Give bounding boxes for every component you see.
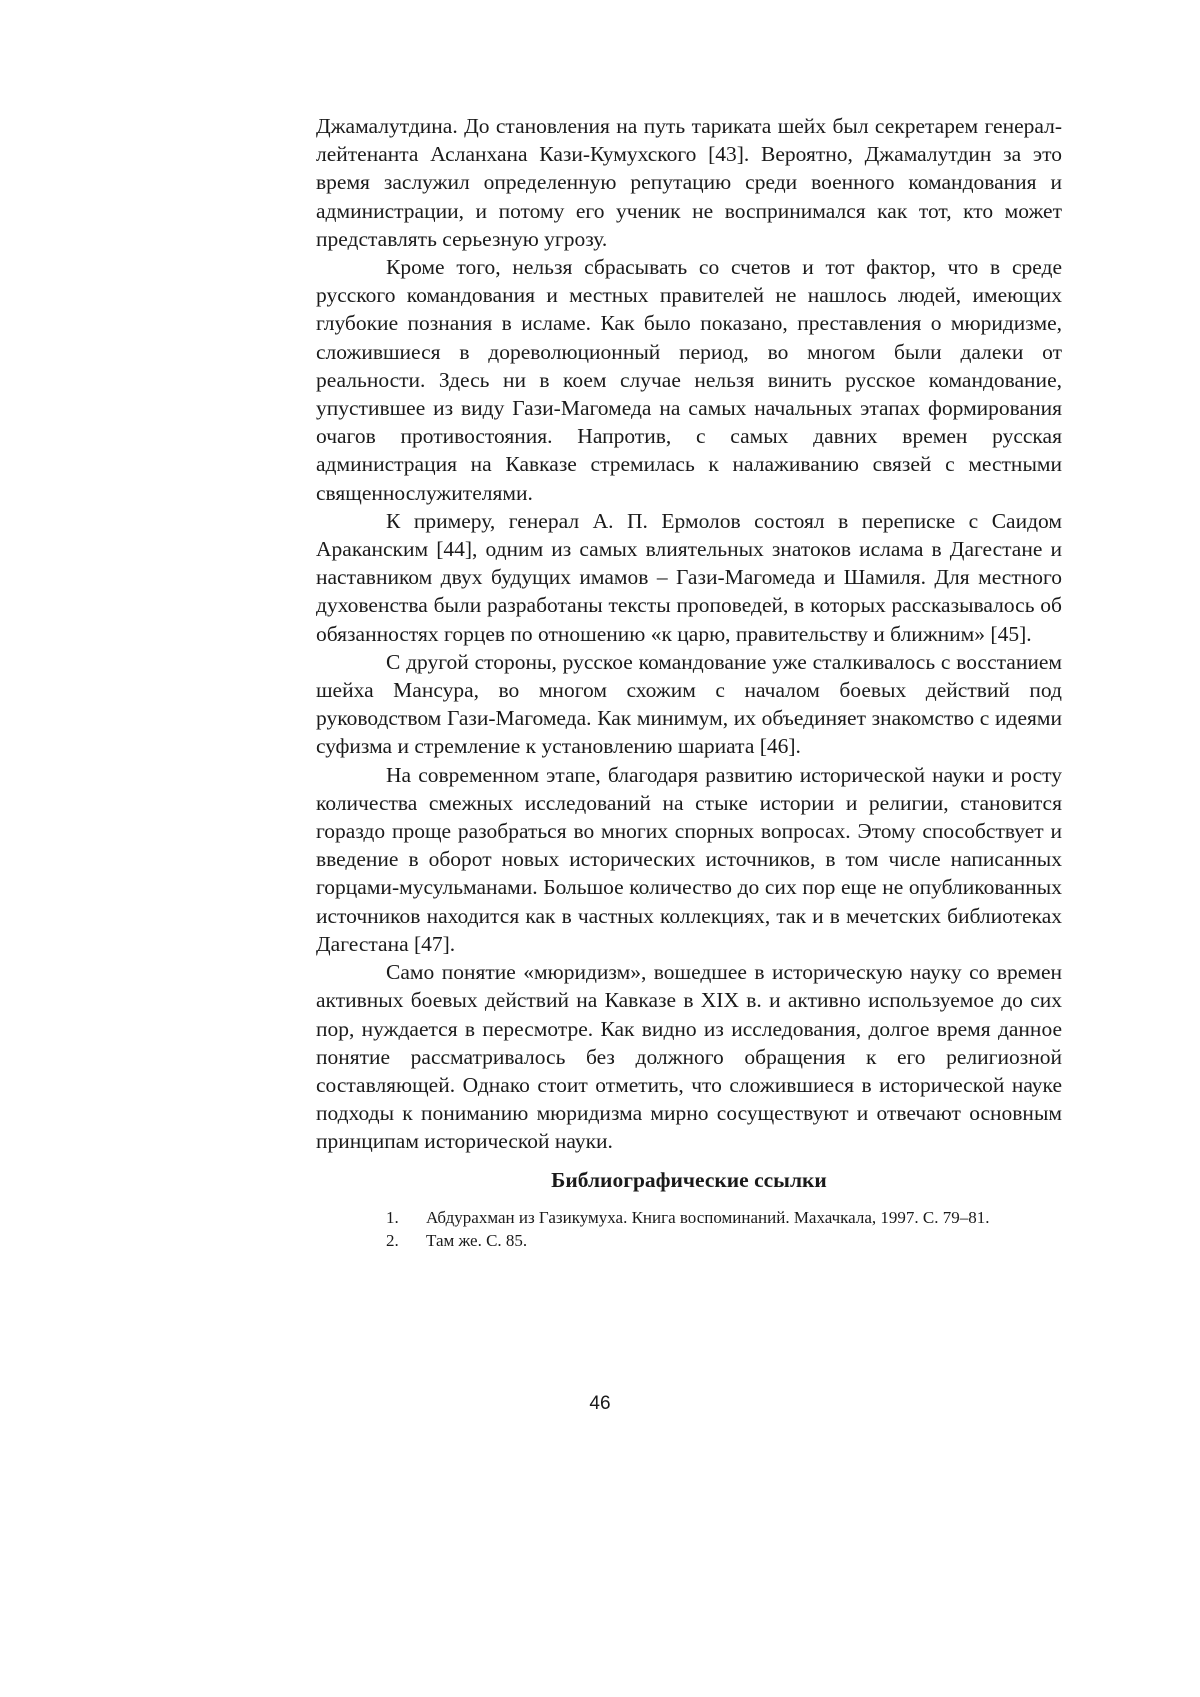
bibliography-item-text: Абдурахман из Газикумуха. Книга воспоминаний. Махачкала, 1997. С. 79–81. bbox=[426, 1208, 989, 1227]
body-paragraph-4: С другой стороны, русское командование уже сталкивалось с восстанием шейха Мансура, во многом схожим с началом боевых действий под руководством Гази-Магомеда. Как минимум, их объединяет знакомство с идеями суфизма и стремление к установлению шариата [46]. bbox=[316, 648, 1062, 761]
bibliography-heading: Библиографические ссылки bbox=[316, 1166, 1062, 1194]
body-paragraph-6: Само понятие «мюридизм», вошедшее в историческую науку со времен активных боевых действий на Кавказе в XIX в. и активно используемое до сих пор, нуждается в пересмотре. Как видно из исследования, долгое время данное понятие рассматривалось без должного обращения к его религиозной составляющей. Однако стоит отметить, что сложившиеся в исторической науке подходы к пониманию мюридизма мирно сосуществуют и отвечают основным принципам исторической науки. bbox=[316, 958, 1062, 1155]
bibliography-item-number: 1. bbox=[386, 1206, 426, 1229]
body-paragraph-1: Джамалутдина. До становления на путь тариката шейх был секретарем генерал-лейтенанта Асланхана Кази-Кумухского [43]. Вероятно, Джамалутдин за это время заслужил определенную репутацию среди военного командования и администрации, и потому его ученик не воспринимался как тот, кто может представлять серьезную угрозу. bbox=[316, 112, 1062, 253]
body-paragraph-3: К примеру, генерал А. П. Ермолов состоял в переписке с Саидом Араканским [44], одним из самых влиятельных знатоков ислама в Дагестане и наставником двух будущих имамов – Гази-Магомеда и Шамиля. Для местного духовенства были разработаны тексты проповедей, в которых рассказывалось об обязанностях горцев по отношению «к царю, правительству и ближним» [45]. bbox=[316, 507, 1062, 648]
bibliography-item-text: Там же. С. 85. bbox=[426, 1231, 527, 1250]
bibliography-item bbox=[316, 1229, 1062, 1252]
document-page bbox=[316, 112, 1062, 1252]
bibliography-list bbox=[316, 1206, 1062, 1252]
body-paragraph-5: На современном этапе, благодаря развитию исторической науки и росту количества смежных исследований на стыке истории и религии, становится гораздо проще разобраться во многих спорных вопросах. Этому способствует и введение в оборот новых исторических источников, в том числе написанных горцами-мусульманами. Большое количество до сих пор еще не опубликованных источников находится как в частных коллекциях, так и в мечетских библиотеках Дагестана [47]. bbox=[316, 761, 1062, 958]
bibliography-item-number: 2. bbox=[386, 1229, 426, 1252]
bibliography-item bbox=[316, 1206, 1062, 1229]
body-paragraph-2: Кроме того, нельзя сбрасывать со счетов и тот фактор, что в среде русского командования и местных правителей не нашлось людей, имеющих глубокие познания в исламе. Как было показано, преставления о мюридизме, сложившиеся в дореволюционный период, во многом были далеки от реальности. Здесь ни в коем случае нельзя винить русское командование, упустившее из виду Гази-Магомеда на самых начальных этапах формирования очагов противостояния. Напротив, с самых давних времен русская администрация на Кавказе стремилась к налаживанию связей с местными священнослужителями. bbox=[316, 253, 1062, 507]
page-number: 46 bbox=[0, 1393, 1200, 1415]
